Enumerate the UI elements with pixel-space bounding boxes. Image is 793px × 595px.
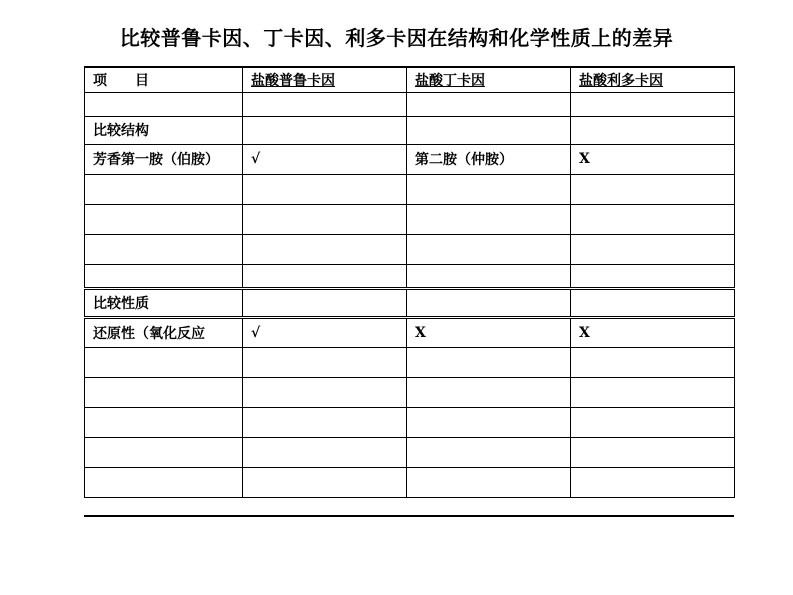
page-title: 比较普鲁卡因、丁卡因、利多卡因在结构和化学性质上的差异	[119, 26, 674, 50]
check-mark: √	[243, 317, 407, 347]
comparison-table	[84, 66, 735, 498]
table-cell	[85, 174, 243, 204]
table-cell	[407, 264, 571, 288]
table-cell	[243, 234, 407, 264]
header-lidocaine: 盐酸利多卡因	[571, 67, 735, 92]
table-cell	[407, 204, 571, 234]
table-cell	[407, 377, 571, 407]
table-cell	[85, 377, 243, 407]
table-cell	[571, 174, 735, 204]
table-cell	[243, 437, 407, 467]
table-cell	[85, 407, 243, 437]
table-cell	[571, 288, 735, 317]
table-cell	[407, 347, 571, 377]
table-cell	[85, 437, 243, 467]
header-tetracaine: 盐酸丁卡因	[407, 67, 571, 92]
table-row	[85, 234, 735, 264]
check-mark: √	[243, 144, 407, 174]
table-row-reducibility	[85, 317, 735, 347]
section-label-structure: 比较结构	[85, 116, 243, 144]
table-cell	[243, 377, 407, 407]
header-procaine: 盐酸普鲁卡因	[243, 67, 407, 92]
table-cell	[571, 204, 735, 234]
table-row	[85, 174, 735, 204]
table-row	[85, 467, 735, 497]
table-cell	[571, 437, 735, 467]
table-cell	[571, 116, 735, 144]
table-cell	[85, 467, 243, 497]
table-cell	[243, 264, 407, 288]
table-row	[85, 92, 735, 116]
table-cell	[571, 467, 735, 497]
table-cell-secondary-amine: 第二胺（仲胺）	[407, 144, 571, 174]
table-cell	[243, 204, 407, 234]
table-cell	[571, 264, 735, 288]
table-cell	[243, 347, 407, 377]
cross-mark: X	[571, 317, 735, 347]
table-cell	[85, 204, 243, 234]
table-cell	[407, 467, 571, 497]
row-label-primary-amine: 芳香第一胺（伯胺）	[85, 144, 243, 174]
table-row	[85, 347, 735, 377]
table-cell	[571, 377, 735, 407]
table-row	[85, 204, 735, 234]
table-cell	[243, 407, 407, 437]
table-row	[85, 377, 735, 407]
table-row	[85, 437, 735, 467]
table-cell	[85, 264, 243, 288]
table-cell	[85, 92, 243, 116]
row-label-reducibility: 还原性（氧化反应	[85, 317, 243, 347]
table-cell	[407, 437, 571, 467]
table-cell	[243, 174, 407, 204]
table-cell	[243, 288, 407, 317]
table-cell	[407, 116, 571, 144]
table-cell	[571, 234, 735, 264]
table-cell	[85, 347, 243, 377]
table-cell	[85, 234, 243, 264]
table-cell	[407, 234, 571, 264]
table-cell	[407, 174, 571, 204]
table-cell	[407, 407, 571, 437]
table-cell	[243, 116, 407, 144]
table-cell	[571, 92, 735, 116]
table-cell	[407, 92, 571, 116]
table-row-primary-amine	[85, 144, 735, 174]
table-row	[85, 264, 735, 288]
table-header-row	[85, 67, 735, 92]
table-cell	[243, 467, 407, 497]
table-row-property-section	[85, 288, 735, 317]
table-cell	[571, 347, 735, 377]
table-cell	[243, 92, 407, 116]
cross-mark: X	[407, 317, 571, 347]
header-item: 项 目	[85, 67, 243, 92]
cross-mark: X	[571, 144, 735, 174]
table-cell	[571, 407, 735, 437]
table-row-structure-section	[85, 116, 735, 144]
section-label-property: 比较性质	[85, 288, 243, 317]
table-cell	[407, 288, 571, 317]
bottom-divider	[84, 515, 734, 517]
table-row	[85, 407, 735, 437]
